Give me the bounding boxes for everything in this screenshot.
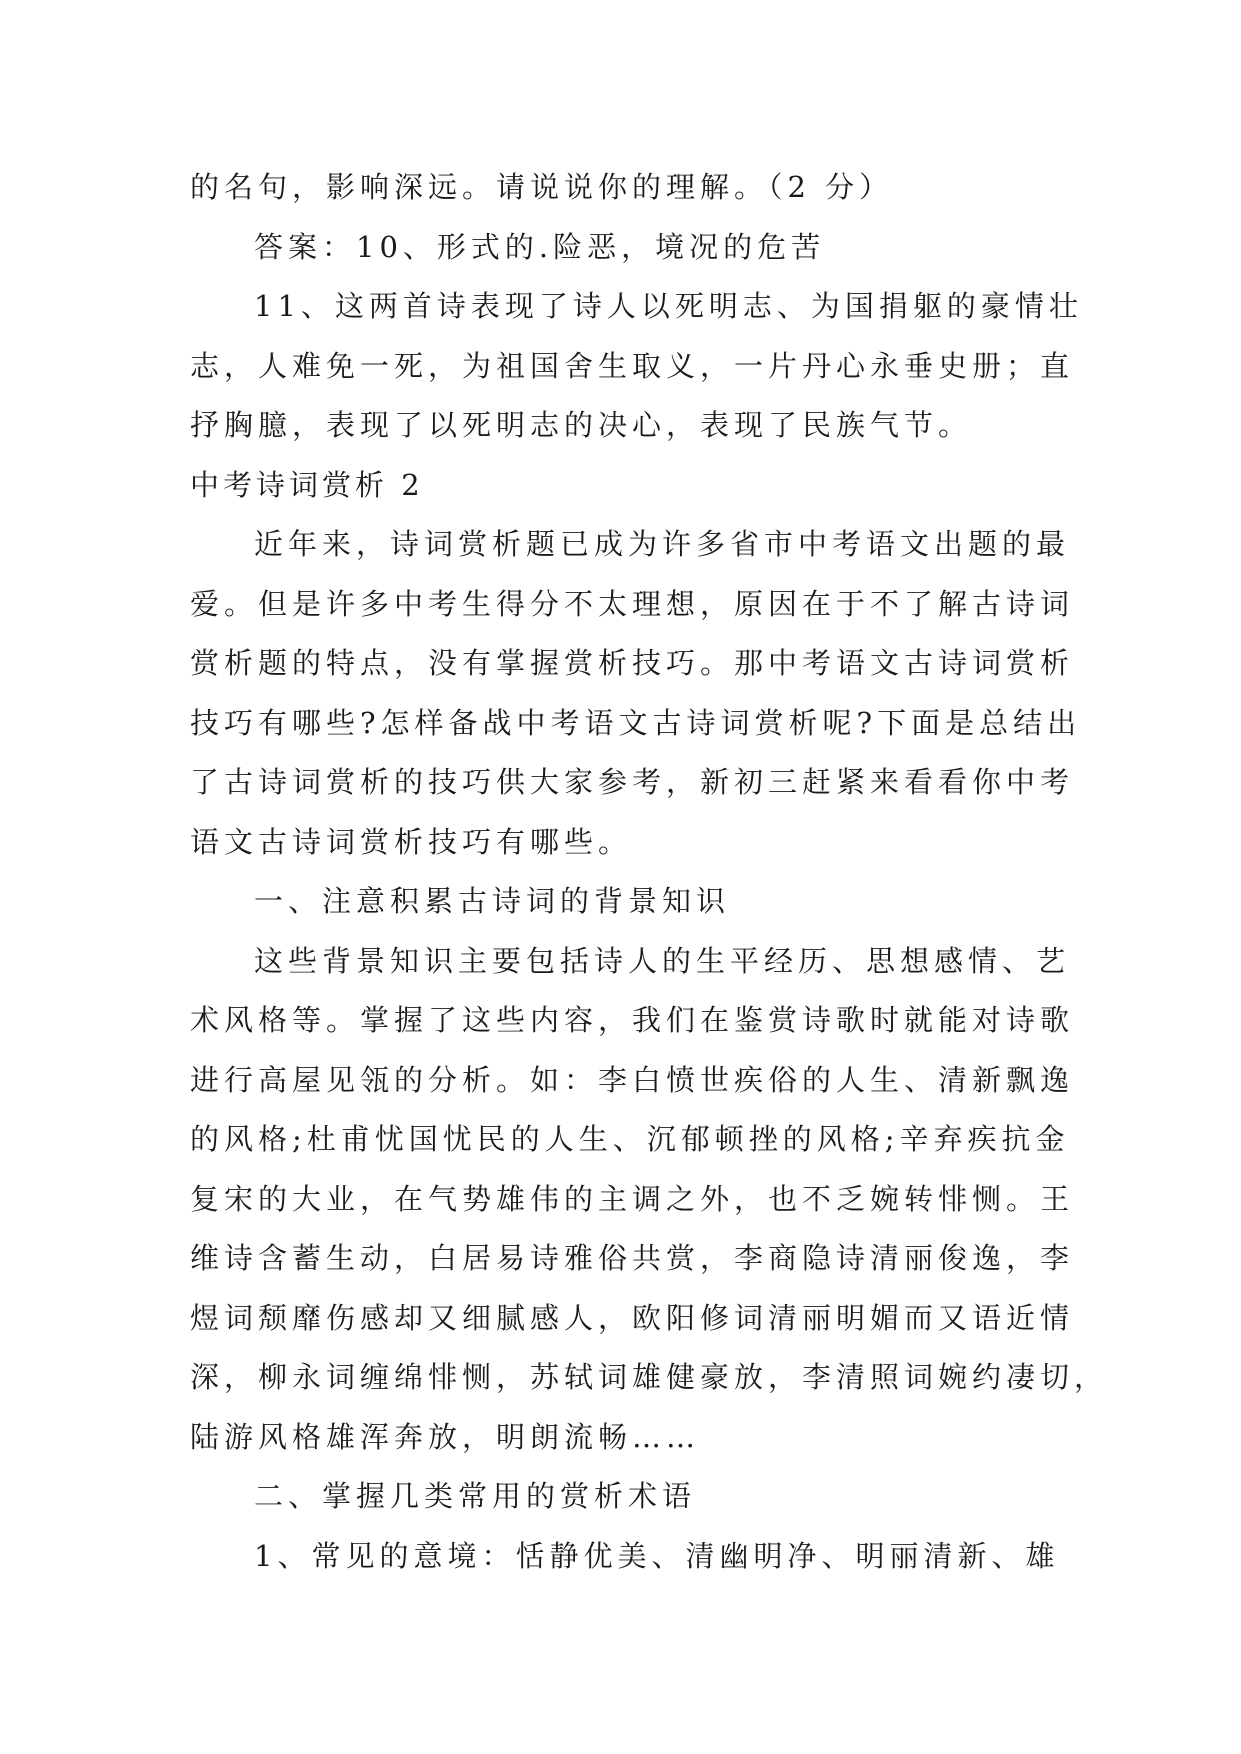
text-line: 爱。但是许多中考生得分不太理想，原因在于不了解古诗词: [190, 586, 1075, 621]
section-title: 中考诗词赏析 2: [190, 467, 424, 502]
text-line: 赏析题的特点，没有掌握赏析技巧。那中考语文古诗词赏析: [190, 646, 1075, 680]
text-line: 维诗含蓄生动，白居易诗雅俗共赏，李商隐诗清丽俊逸，李: [190, 1241, 1075, 1275]
document-body: [190, 158, 1109, 1586]
text-line: 术风格等。掌握了这些内容，我们在鉴赏诗歌时就能对诗歌: [190, 1003, 1075, 1037]
subsection-heading: 一、注意积累古诗词的背景知识: [254, 884, 731, 918]
text-line: 陆游风格雄浑奔放，明朗流畅……: [190, 1419, 701, 1454]
text-line: 近年来，诗词赏析题已成为许多省市中考语文出题的最: [254, 527, 1071, 561]
text-line: 的名句，影响深远。请说说你的理解。（2 分）: [190, 170, 894, 204]
text-line: 志，人难免一死，为祖国舍生取义，一片丹心永垂史册；直: [190, 348, 1075, 383]
text-line: 语文古诗词赏析技巧有哪些。: [190, 824, 633, 859]
text-line: 这些背景知识主要包括诗人的生平经历、思想感情、艺: [254, 943, 1071, 978]
text-line: 深，柳永词缠绵悱恻，苏轼词雄健豪放，李清照词婉约凄切，: [190, 1360, 1109, 1394]
text-line: 抒胸臆，表现了以死明志的决心，表现了民族气节。: [190, 408, 973, 442]
text-line: 了古诗词赏析的技巧供大家参考，新初三赶紧来看看你中考: [190, 765, 1075, 799]
text-line: 煜词颓靡伤感却又细腻感人，欧阳修词清丽明媚而又语近情: [190, 1300, 1075, 1335]
text-line: 复宋的大业，在气势雄伟的主调之外，也不乏婉转悱恻。王: [190, 1181, 1075, 1216]
text-line: 的风格;杜甫忧国忧民的人生、沉郁顿挫的风格;辛弃疾抗金: [190, 1122, 1070, 1156]
text-line: 进行高屋见瓴的分析。如：李白愤世疾俗的人生、清新飘逸: [190, 1062, 1075, 1097]
text-line: 技巧有哪些?怎样备战中考语文古诗词赏析呢?下面是总结出: [190, 705, 1082, 740]
answer-line: 答案：10、形式的.险恶，境况的危苦: [254, 229, 826, 264]
subsection-heading: 二、掌握几类常用的赏析术语: [254, 1479, 697, 1513]
text-line: 11、这两首诗表现了诗人以死明志、为国捐躯的豪情壮: [254, 289, 1083, 323]
text-line: 1、常见的意境：恬静优美、清幽明净、明丽清新、雄: [254, 1538, 1060, 1573]
